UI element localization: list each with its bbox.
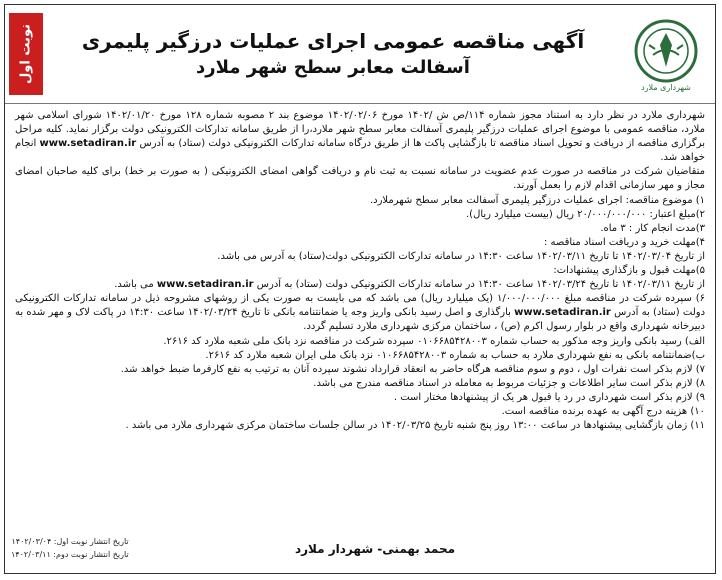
intro-paragraph: شهرداری ملارد در نظر دارد به استناد مجوز شماره ۱۱۴/ص ش /۱۴۰۲ مورخ ۱۴۰۲/۰۲/۰۶ موضوع بند ۲ مصوبه شماره ۱۲۸ مورخ ۱۴۰۲/۰۱/۲۰ شورای اسلامی شهر ملارد، مناقصه عمومی با موضوع اجرای عملیات درزگیر پلیمری آسفالت معابر سطح شهر ملارد،را از طریق سامانه تدارکات الکترونیکی دولت برگزار نماید. کلیه مراحل برگزاری مناقصه از دریافت و تحویل اسناد مناقصه تا بازگشایی پاکت ها از طریق درگاه سامانه تدارکات الکترونیکی دولت (ستاد) به آدرس www.setadiran.ir انجام خواهد شد. bbox=[15, 110, 705, 164]
title-line-2: آسفالت معابر سطح شهر ملارد bbox=[196, 57, 470, 78]
second-publication-date: تاریخ انتشار نوبت دوم: ۱۴۰۲/۰۳/۱۱ bbox=[11, 550, 129, 559]
item-4: ۴)مهلت خرید و دریافت اسناد مناقصه : bbox=[544, 236, 705, 248]
item-4-detail: از تاریخ ۱۴۰۲/۰۳/۰۴ تا تاریخ ۱۴۰۲/۰۳/۱۱ ساعت ۱۴:۳۰ در سامانه تدارکات الکترونیکی دولت(ستاد) به آدرس می باشد. bbox=[217, 250, 705, 262]
publication-dates bbox=[11, 535, 129, 561]
item-9: ۹) لازم بذکر است شهرداری در رد یا قبول هر یک از پیشنهادها مختار است . bbox=[393, 391, 705, 403]
first-publication-date: تاریخ انتشار نوبت اول: ۱۴۰۲/۰۳/۰۴ bbox=[11, 537, 129, 546]
notice-header bbox=[5, 5, 715, 104]
item-10: ۱۰) هزینه درج آگهی به عهده برنده مناقصه است. bbox=[501, 405, 705, 417]
item-3: ۳)مدت انجام کار : ۳ ماه. bbox=[600, 222, 705, 234]
first-round-badge: نوبت اول bbox=[9, 13, 43, 95]
item-6b: ب)ضمانتنامه بانکی به نفع شهرداری ملارد به حساب به شماره ۰۱۰۶۶۸۵۴۲۸۰۰۳ نزد بانک ملی ایران شعبه ملارد کد ۲۶۱۶. bbox=[205, 349, 705, 361]
item-8: ۸) لازم بذکر است سایر اطلاعات و جزئیات مربوط به معامله در اسناد مناقصه مندرج می باشد. bbox=[313, 377, 705, 389]
notice-frame bbox=[4, 4, 716, 574]
setadiran-link[interactable]: www.setadiran.ir bbox=[156, 279, 254, 291]
item-5: ۵)مهلت قبول و بازگذاری پیشنهادات: bbox=[553, 265, 705, 277]
logo-caption: شهرداری ملارد bbox=[641, 83, 691, 92]
item-2: ۲)مبلغ اعتبار: ۲۰/۰۰۰/۰۰۰/۰۰۰ ریال (بیست میلیارد ریال). bbox=[466, 208, 705, 220]
notice-title bbox=[53, 27, 613, 81]
notice-body bbox=[15, 109, 705, 433]
item-7: ۷) لازم بذکر است نفرات اول ، دوم و سوم مناقصه هرگاه حاضر به انعقاد قرارداد نشوند سپرده آنان به ترتیب به نفع کارفرما ضبط خواهد شد. bbox=[120, 363, 705, 375]
item-6: ۶) سپرده شرکت در مناقصه مبلغ ۱/۰۰۰/۰۰۰/۰۰۰ (یک میلیارد ریال) می باشد که می بایست به صورت یکی از روشهای مشروحه ذیل در سامانه تدارکات الکترونیکی دولت (ستاد) به آدرس www.setadiran.ir بارگذاری و اصل رسید بانکی واریز وجه یا ضمانتنامه بانکی تا تاریخ ۱۴۰۲/۰۳/۲۴ ساعت ۱۴:۳۰ در پاکت لاک و مهر شده به دبیرخانه شهرداری واقع در بلوار رسول اکرم (ص) ، ساختمان مرکزی شهرداری ملارد تسلیم گردد. bbox=[15, 293, 706, 333]
setadiran-link[interactable]: www.setadiran.ir bbox=[39, 138, 137, 150]
item-1: ۱) موضوع مناقصه: اجرای عملیات درزگیر پلیمری آسفالت معابر سطح شهرملارد. bbox=[369, 194, 705, 206]
mayor-signature: محمد بهمنی- شهردار ملارد bbox=[294, 542, 456, 556]
registration-paragraph: متقاضیان شرکت در مناقصه در صورت عدم عضویت در سامانه نسبت به ثبت نام و دریافت گواهی امضای الکترونیکی ( به صورت بر خط) برای کلیه صاحبان امضای مجاز و مهر سازمانی اقدام لازم را بعمل آورند. bbox=[15, 166, 705, 192]
setadiran-link[interactable]: www.setadiran.ir bbox=[514, 307, 611, 319]
item-5-detail: از تاریخ ۱۴۰۲/۰۳/۱۱ تا تاریخ ۱۴۰۲/۰۳/۲۴ ساعت ۱۴:۳۰ در سامانه تدارکات الکترونیکی دولت (ستاد) به آدرس www.setadiran.ir می باشد. bbox=[114, 279, 705, 291]
item-11: ۱۱) زمان بازگشایی پیشنهادها در ساعت ۱۳:۰۰ روز پنج شنبه تاریخ ۱۴۰۲/۰۳/۲۵ در سالن جلسات ساختمان مرکزی شهرداری ملارد می باشد . bbox=[125, 420, 705, 432]
item-6a: الف) رسید بانکی واریز وجه مذکور به حساب شماره ۰۱۰۶۶۸۵۴۲۸۰۰۳ سپرده شرکت در مناقصه نزد بانک ملی شعبه ملارد کد ۲۶۱۶. bbox=[163, 335, 705, 347]
title-line-1: آگهی مناقصه عمومی اجرای عملیات درزگیر پلیمری bbox=[81, 29, 585, 53]
